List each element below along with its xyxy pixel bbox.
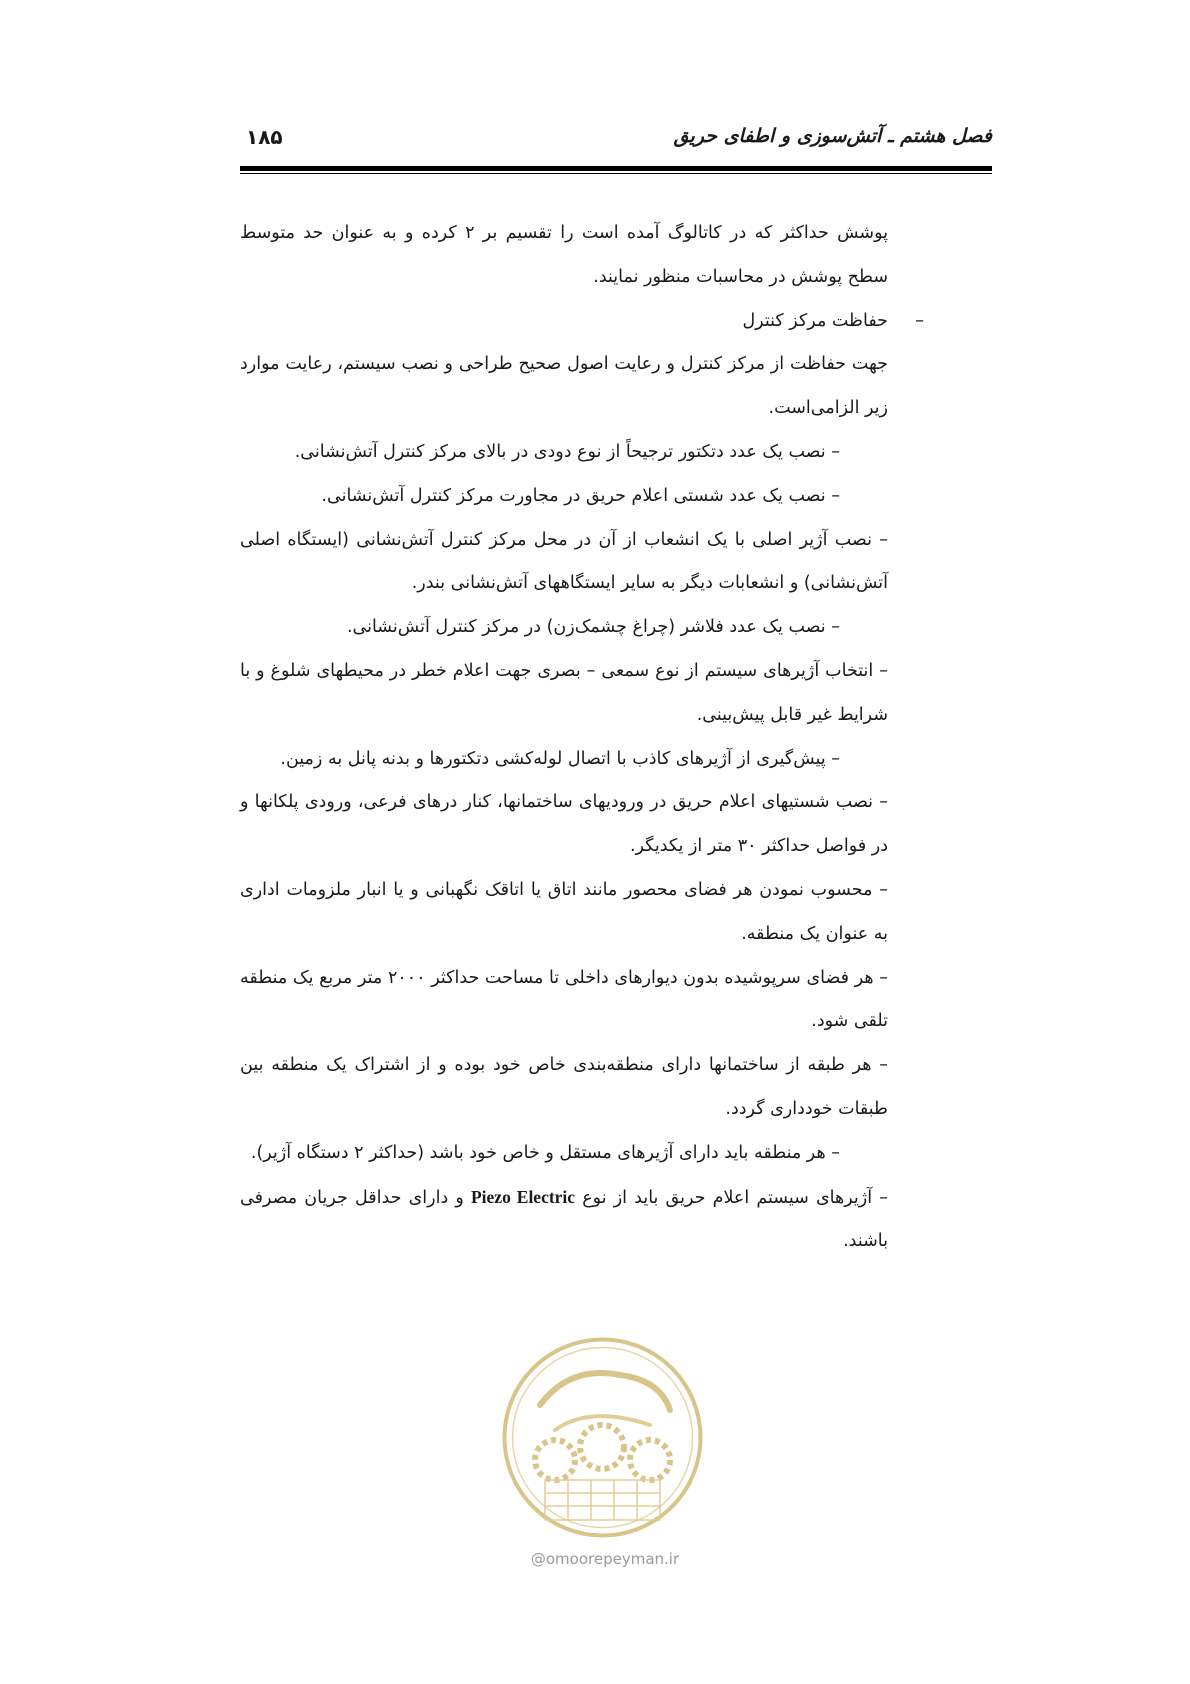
- list-item: – نصب یک عدد دتکتور ترجیحاً از نوع دودی در بالای مرکز کنترل آتش‌نشانی.: [294, 441, 840, 462]
- list-item: – پیش‌گیری از آژیرهای کاذب با اتصال لوله‌کشی دتکتورها و بدنه پانل به زمین.: [280, 748, 840, 769]
- list-item: – نصب یک عدد فلاشر (چراغ چشمک‌زن) در مرکز کنترل آتش‌نشانی.: [346, 617, 840, 638]
- last-item-after: و دارای حداقل جریان مصرفی باشند.: [240, 1187, 888, 1252]
- list-item: – نصب آژیر اصلی با یک انشعاب از آن در محل مرکز کنترل آتش‌نشانی (ایستگاه اصلی آتش‌نشانی) و انشعابات دیگر به سایر ایستگاههای آتش‌نشانی بندر.: [240, 529, 888, 594]
- page-header: [240, 125, 992, 155]
- list-item: – هر منطقه باید دارای آژیرهای مستقل و خاص خود باشد (حداکثر ۲ دستگاه آژیر).: [250, 1142, 840, 1163]
- watermark-caption: @omoorepeyman.ir: [530, 1550, 680, 1568]
- list-item: – محسوب نمودن هر فضای محصور مانند اتاق یا اتاقک نگهبانی و یا انبار ملزومات اداری به عنوان یک منطقه.: [240, 879, 888, 944]
- heading-dash: –: [915, 310, 924, 331]
- last-item-before: – آژیرهای سیستم اعلام حریق باید از نوع: [582, 1187, 888, 1208]
- header-rule-thick: [240, 166, 992, 171]
- list-item: – هر فضای سرپوشیده بدون دیوارهای داخلی تا مساحت حداکثر ۲۰۰۰ متر مربع یک منطقه تلقی شود.: [240, 967, 888, 1032]
- list-item: – انتخاب آژیرهای سیستم از نوع سمعی – بصری جهت اعلام خطر در محیطهای شلوغ و با شرایط غیر قابل پیش‌بینی.: [240, 660, 888, 725]
- seal-logo: [500, 1335, 705, 1540]
- last-item-bold: Piezo Electric: [470, 1186, 576, 1207]
- page-number: ۱۸۵: [246, 125, 283, 149]
- list-item-last: [240, 1176, 888, 1265]
- intro-paragraph: پوشش حداکثر که در کاتالوگ آمده است را تقسیم بر ۲ کرده و به عنوان حد متوسط سطح پوشش در محاسبات منظور نمایند.: [240, 223, 889, 287]
- list-item: – هر طبقه از ساختمانها دارای منطقه‌بندی خاص خود بوده و از اشتراک یک منطقه بین طبقات خودداری گردد.: [240, 1055, 888, 1119]
- section-heading: [240, 300, 924, 344]
- page-body: [240, 212, 924, 1264]
- heading-text: حفاظت مرکز کنترل: [742, 310, 888, 331]
- lead-paragraph: جهت حفاظت از مرکز کنترل و رعایت اصول صحیح طراحی و نصب سیستم، رعایت موارد زیر الزامی‌است.: [240, 354, 888, 419]
- chapter-title: فصل هشتم ـ آتش‌سوزی و اطفای حریق: [673, 125, 992, 147]
- list-item: – نصب یک عدد شستی اعلام حریق در مجاورت مرکز کنترل آتش‌نشانی.: [321, 485, 840, 506]
- list-item: – نصب شستیهای اعلام حریق در ورودیهای ساختمانها، کنار درهای فرعی، ورودی پلکانها و در فواصل حداکثر ۳۰ متر از یکدیگر.: [240, 792, 888, 857]
- header-rule-thin: [240, 173, 992, 174]
